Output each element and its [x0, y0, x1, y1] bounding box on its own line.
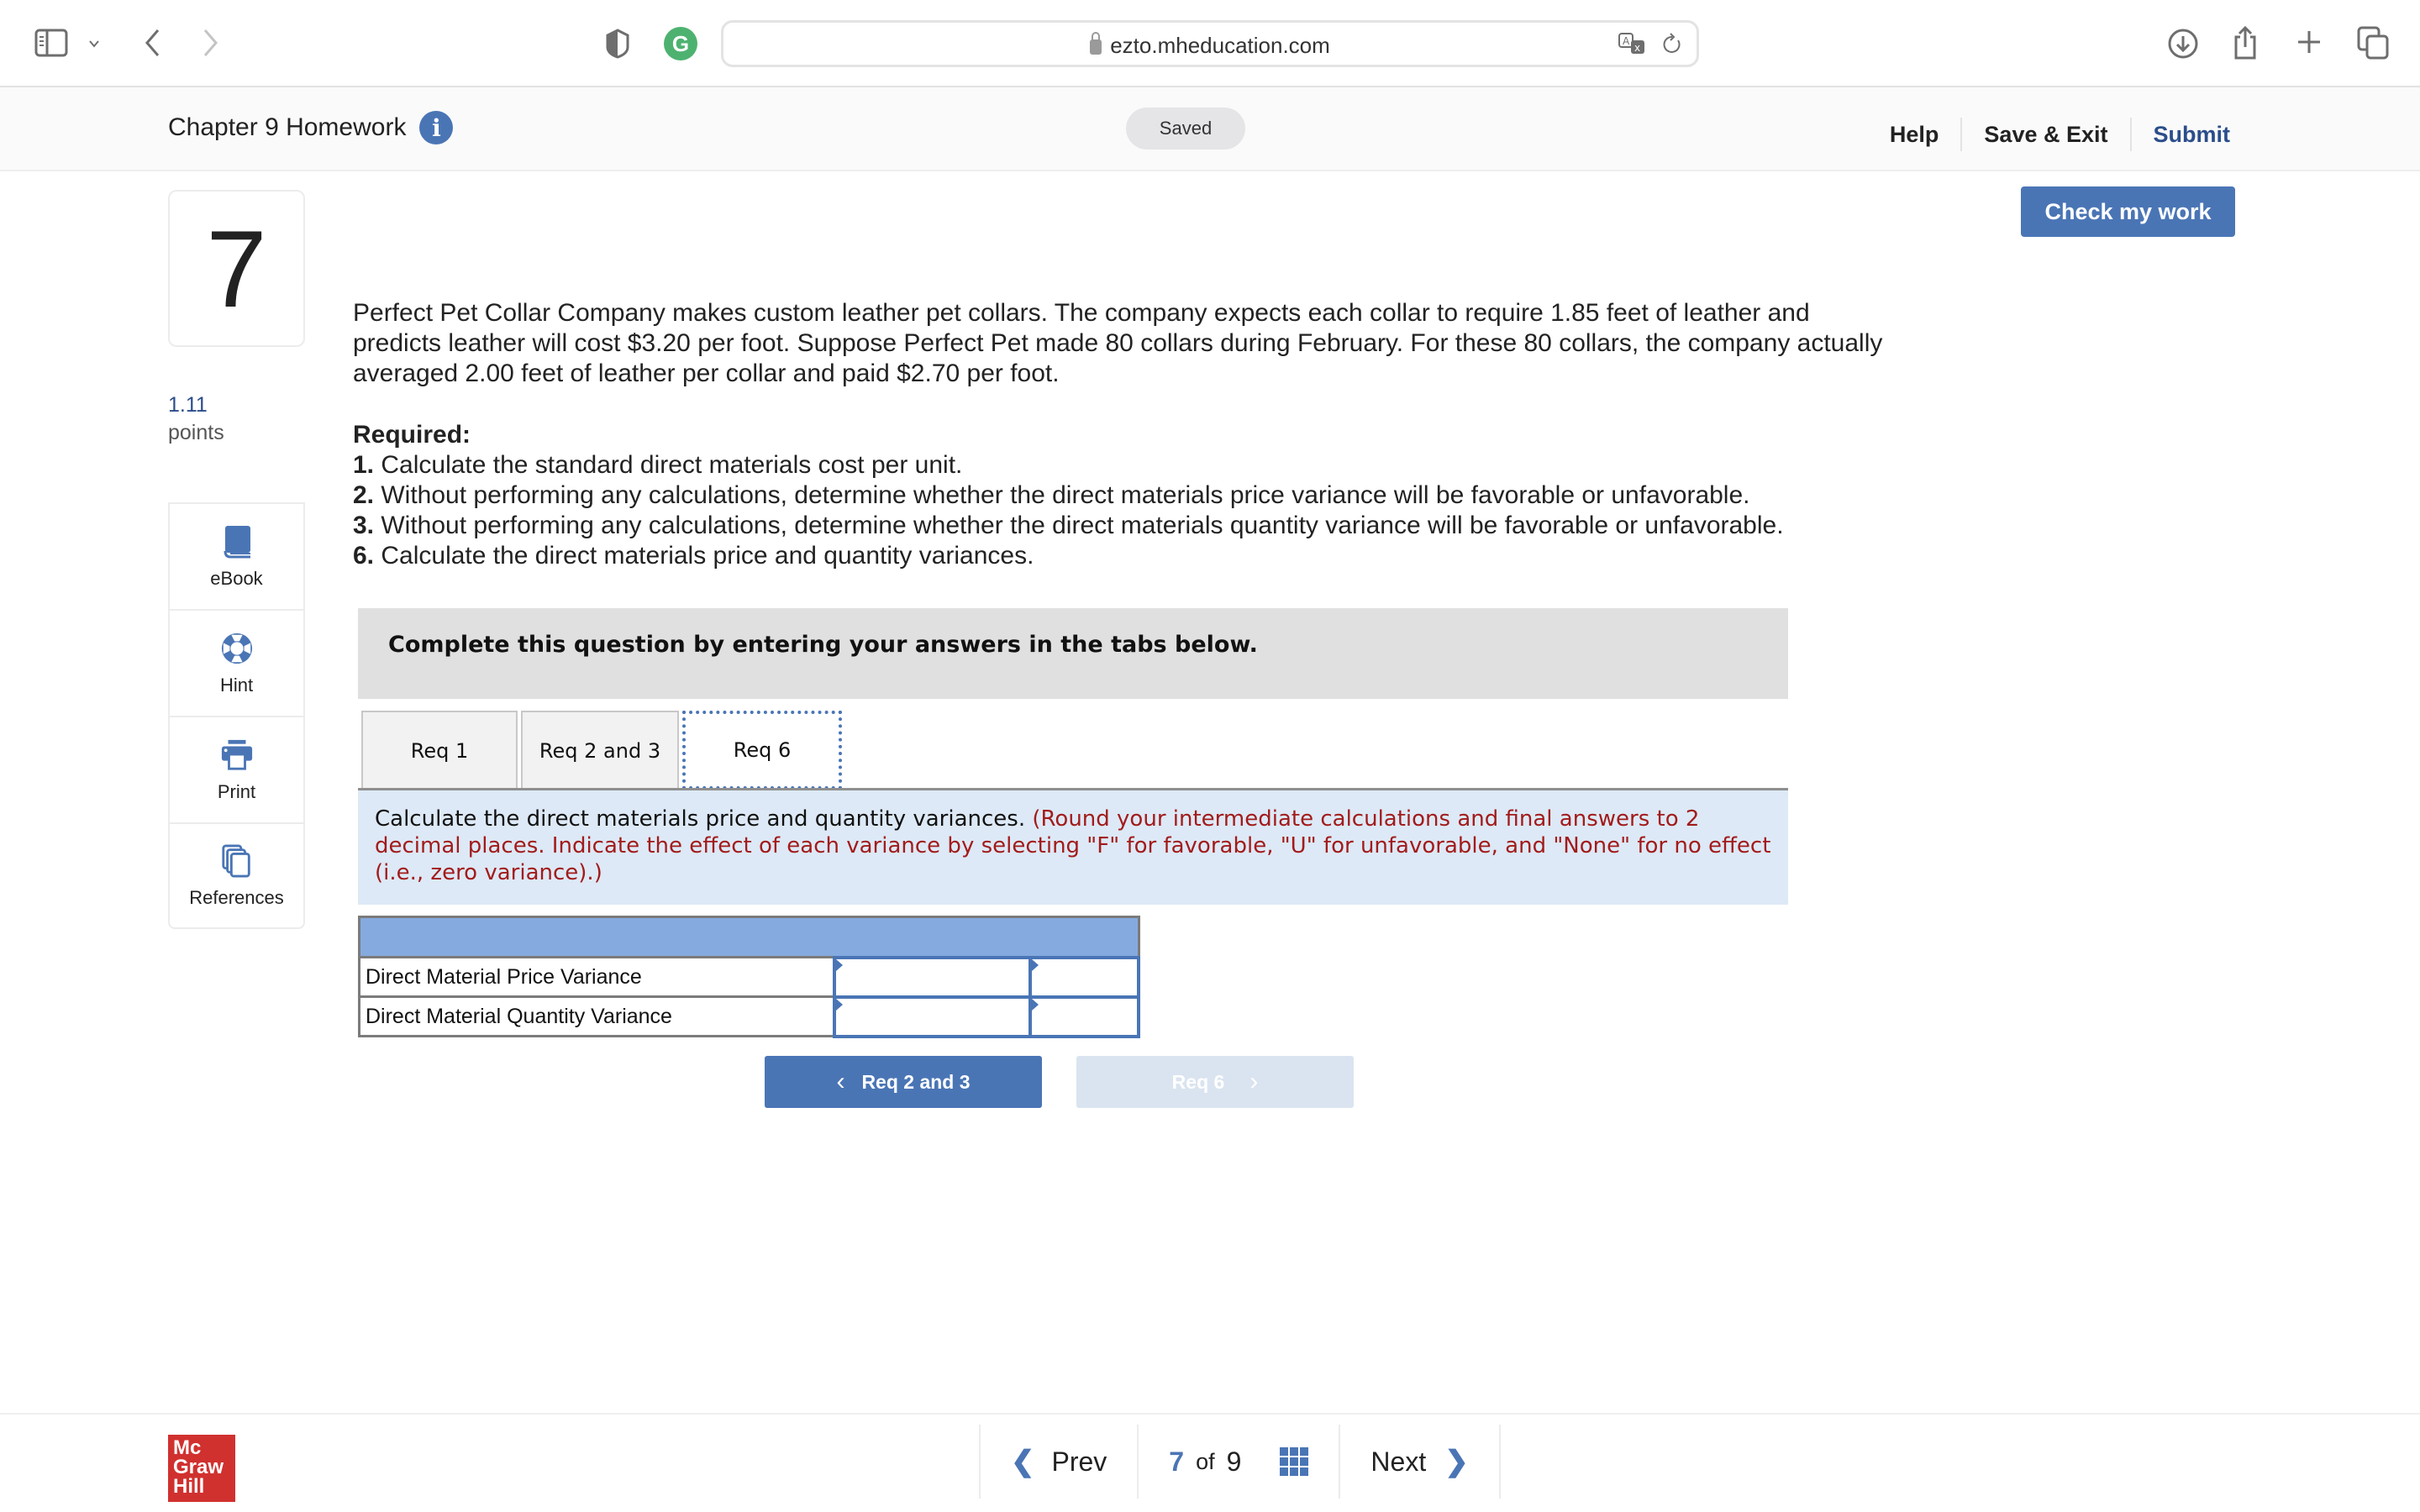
- instruction-text: Complete this question by entering your answers in the tabs below.: [388, 632, 1258, 658]
- quantity-variance-effect-cell[interactable]: [1030, 997, 1139, 1037]
- quantity-variance-amount-input[interactable]: [836, 999, 1028, 1035]
- submit-link[interactable]: Submit: [2153, 121, 2230, 147]
- table-header-row: [360, 917, 1139, 958]
- assignment-header: [0, 87, 2420, 171]
- address-bar[interactable]: [721, 20, 1699, 67]
- price-variance-amount-input[interactable]: [836, 959, 1028, 995]
- next-tab-label: Req 6: [1171, 1070, 1225, 1093]
- points-value: 1.11: [168, 393, 208, 417]
- ebook-label: eBook: [210, 567, 263, 589]
- hint-button[interactable]: [168, 609, 305, 716]
- chevron-right-icon: ›: [1249, 1068, 1259, 1095]
- download-icon[interactable]: [2166, 27, 2200, 60]
- chevron-left-icon: ‹: [836, 1068, 845, 1095]
- new-tab-icon[interactable]: [2294, 27, 2324, 57]
- question-pager: [979, 1425, 1501, 1499]
- printer-icon: [220, 738, 254, 773]
- info-icon[interactable]: i: [419, 111, 453, 144]
- next-label: Next: [1370, 1446, 1427, 1477]
- help-link[interactable]: Help: [1889, 121, 1939, 147]
- save-exit-link[interactable]: Save & Exit: [1984, 121, 2108, 147]
- requirement-item: 6. Calculate the direct materials price and quantity variances.: [353, 542, 1034, 570]
- points-display: [168, 393, 224, 445]
- next-question-button[interactable]: [1339, 1425, 1500, 1499]
- lifebuoy-icon: [220, 631, 254, 666]
- hint-label: Hint: [219, 674, 254, 696]
- price-variance-effect-cell[interactable]: [1030, 958, 1139, 997]
- cell-marker-icon: [836, 999, 843, 1011]
- question-number: 7: [168, 190, 305, 347]
- requirement-item: 2. Without performing any calculations, determine whether the direct materials price variance will be favorable or unfavorable.: [353, 481, 1750, 509]
- grammarly-icon[interactable]: G: [664, 27, 697, 60]
- book-icon: [220, 524, 254, 559]
- cell-marker-icon: [1032, 999, 1039, 1011]
- shield-icon[interactable]: [603, 27, 632, 60]
- saved-status-badge: Saved: [1126, 108, 1245, 150]
- row-label: Direct Material Quantity Variance: [360, 997, 834, 1037]
- share-icon[interactable]: [2230, 24, 2260, 62]
- cell-marker-icon: [836, 959, 843, 971]
- current-question: 7: [1169, 1446, 1185, 1477]
- header-links: [1868, 118, 2230, 151]
- tab-req-1[interactable]: Req 1: [361, 711, 518, 790]
- question-position[interactable]: [1137, 1425, 1339, 1499]
- tabs-overview-icon[interactable]: [2356, 25, 2390, 60]
- grid-icon[interactable]: [1280, 1447, 1308, 1476]
- total-questions: 9: [1226, 1446, 1242, 1477]
- back-icon[interactable]: [139, 25, 165, 60]
- check-my-work-button[interactable]: Check my work: [2021, 186, 2235, 237]
- browser-toolbar: [0, 0, 2420, 87]
- of-label: of: [1196, 1448, 1215, 1474]
- prev-tab-button[interactable]: [765, 1056, 1042, 1108]
- requirement-item: 3. Without performing any calculations, determine whether the direct materials quantity variance will be favorable or unfavorable.: [353, 512, 1784, 539]
- tab-prompt: Calculate the direct materials price and quantity variances.: [375, 806, 1026, 832]
- print-label: Print: [217, 780, 256, 802]
- prev-label: Prev: [1051, 1446, 1107, 1477]
- assignment-title-text: Chapter 9 Homework: [168, 113, 407, 141]
- translate-icon[interactable]: [1618, 31, 1648, 58]
- price-variance-effect-select[interactable]: [1032, 959, 1138, 995]
- cell-marker-icon: [1032, 959, 1039, 971]
- forward-icon[interactable]: [198, 25, 224, 60]
- question-tools: [168, 502, 305, 929]
- table-row: [360, 997, 1139, 1037]
- problem-statement: Perfect Pet Collar Company makes custom leather pet collars. The company expects each collar to require 1.85 feet of leather and predicts leather will cost $3.20 per foot. Suppose Perfect Pet made 80 collars during February. For these 80 collars, the company actually averaged 2.00 feet of leather per collar and paid $2.70 per foot.: [353, 299, 1883, 387]
- assignment-title: [168, 111, 453, 144]
- lock-icon: [1090, 39, 1102, 55]
- reload-icon[interactable]: [1660, 31, 1685, 58]
- requirement-tabs: [361, 711, 845, 790]
- requirements-list: [353, 420, 1891, 571]
- variance-table: [358, 916, 1140, 1038]
- url-text: ezto.mheducation.com: [1110, 33, 1330, 58]
- documents-icon: [220, 843, 254, 879]
- tab-req-6[interactable]: Req 6: [682, 711, 842, 790]
- svg-text:x: x: [1634, 42, 1641, 54]
- tab-rounding-note: (Round your intermediate calculations and final answers to 2 decimal places. Indicate the effect of each variance by selecting "F" for favorable, "U" for unfavorable, and "None" for no effect (i.e., zero variance).): [375, 806, 1771, 885]
- chevron-down-icon[interactable]: [84, 34, 104, 54]
- mcgraw-hill-logo: Mc Graw Hill: [168, 1435, 235, 1502]
- quantity-variance-effect-select[interactable]: [1032, 999, 1138, 1035]
- next-tab-button: [1076, 1056, 1354, 1108]
- row-label: Direct Material Price Variance: [360, 958, 834, 997]
- chevron-left-icon: ❮: [1011, 1446, 1035, 1478]
- prev-question-button[interactable]: [979, 1425, 1137, 1499]
- required-heading: Required:: [353, 421, 471, 449]
- sidebar-icon[interactable]: [34, 27, 69, 59]
- svg-text:A: A: [1623, 35, 1630, 47]
- chevron-right-icon: ❯: [1444, 1446, 1469, 1478]
- prev-tab-label: Req 2 and 3: [861, 1070, 971, 1093]
- footer: [0, 1413, 2420, 1512]
- tab-instructions: [358, 790, 1788, 905]
- ebook-button[interactable]: [168, 502, 305, 609]
- price-variance-amount-cell[interactable]: [834, 958, 1030, 997]
- requirement-item: 1. Calculate the standard direct materials cost per unit.: [353, 451, 963, 479]
- print-button[interactable]: [168, 716, 305, 822]
- references-button[interactable]: [168, 822, 305, 929]
- table-row: [360, 958, 1139, 997]
- instruction-banner: [358, 608, 1788, 699]
- tab-req-2-and-3[interactable]: Req 2 and 3: [521, 711, 679, 790]
- references-label: References: [189, 886, 284, 908]
- points-label: points: [168, 421, 224, 444]
- quantity-variance-amount-cell[interactable]: [834, 997, 1030, 1037]
